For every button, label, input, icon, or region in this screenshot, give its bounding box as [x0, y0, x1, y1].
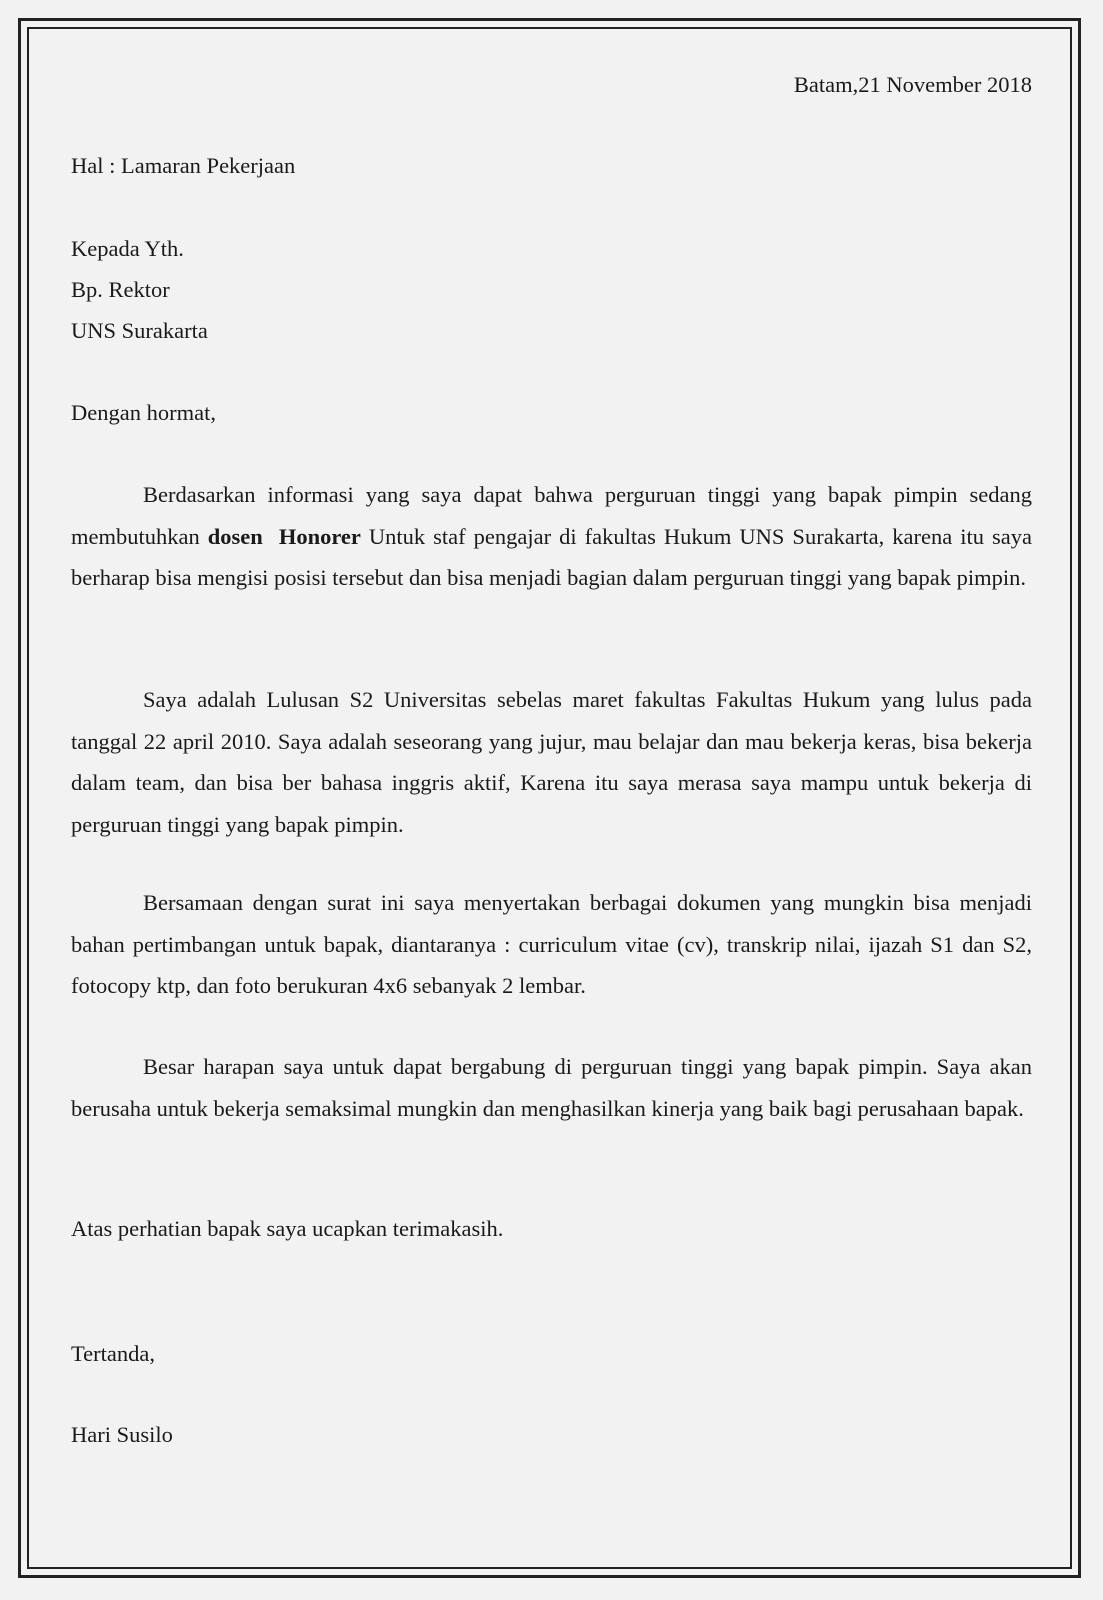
- signoff: Tertanda,: [71, 1341, 156, 1366]
- recipient-line-2: Bp. Rektor: [71, 277, 170, 302]
- paragraph-1-before: Berdasarkan informasi yang saya dapat bahwa perguruan tinggi yang bapak pimpin sedang membutuhkan: [71, 482, 1032, 549]
- salutation: Dengan hormat,: [71, 400, 216, 425]
- letter-subject: Hal : Lamaran Pekerjaan: [71, 153, 296, 178]
- paragraph-4: Besar harapan saya untuk dapat bergabung di perguruan tinggi yang bapak pimpin. Saya akan berusaha untuk bekerja semaksimal mungkin dan menghasilkan kinerja yang baik bagi perusahaan bapak.: [71, 1054, 1032, 1121]
- letter-date: Batam,21 November 2018: [793, 72, 1032, 97]
- closing-line: Atas perhatian bapak saya ucapkan terimakasih.: [71, 1216, 504, 1241]
- recipient-line-1: Kepada Yth.: [71, 236, 184, 261]
- paragraph-3: Bersamaan dengan surat ini saya menyertakan berbagai dokumen yang mungkin bisa menjadi bahan pertimbangan untuk bapak, diantaranya : curriculum vitae (cv), transkrip nilai, ijazah S1 dan S2, fotocopy ktp, dan foto berukuran 4x6 sebanyak 2 lembar.: [71, 890, 1032, 998]
- paragraph-1-bold-1: dosen: [207, 523, 263, 549]
- recipient-line-3: UNS Surakarta: [71, 318, 208, 343]
- signer-name: Hari Susilo: [71, 1422, 173, 1447]
- paragraph-1-after: Untuk staf pengajar di fakultas Hukum UNS Surakarta, karena itu saya berharap bisa mengisi posisi tersebut dan bisa menjadi bagian dalam perguruan tinggi yang bapak pimpin.: [71, 523, 1032, 590]
- paragraph-1: [71, 474, 1032, 599]
- paragraph-1-bold-2: Honorer: [278, 523, 361, 549]
- paragraph-2: Saya adalah Lulusan S2 Universitas sebelas maret fakultas Fakultas Hukum yang lulus pada tanggal 22 april 2010. Saya adalah seseorang yang jujur, mau belajar dan mau bekerja keras, bisa bekerja dalam team, dan bisa ber bahasa inggris aktif, Karena itu saya merasa saya mampu untuk bekerja di perguruan tinggi yang bapak pimpin.: [71, 687, 1032, 837]
